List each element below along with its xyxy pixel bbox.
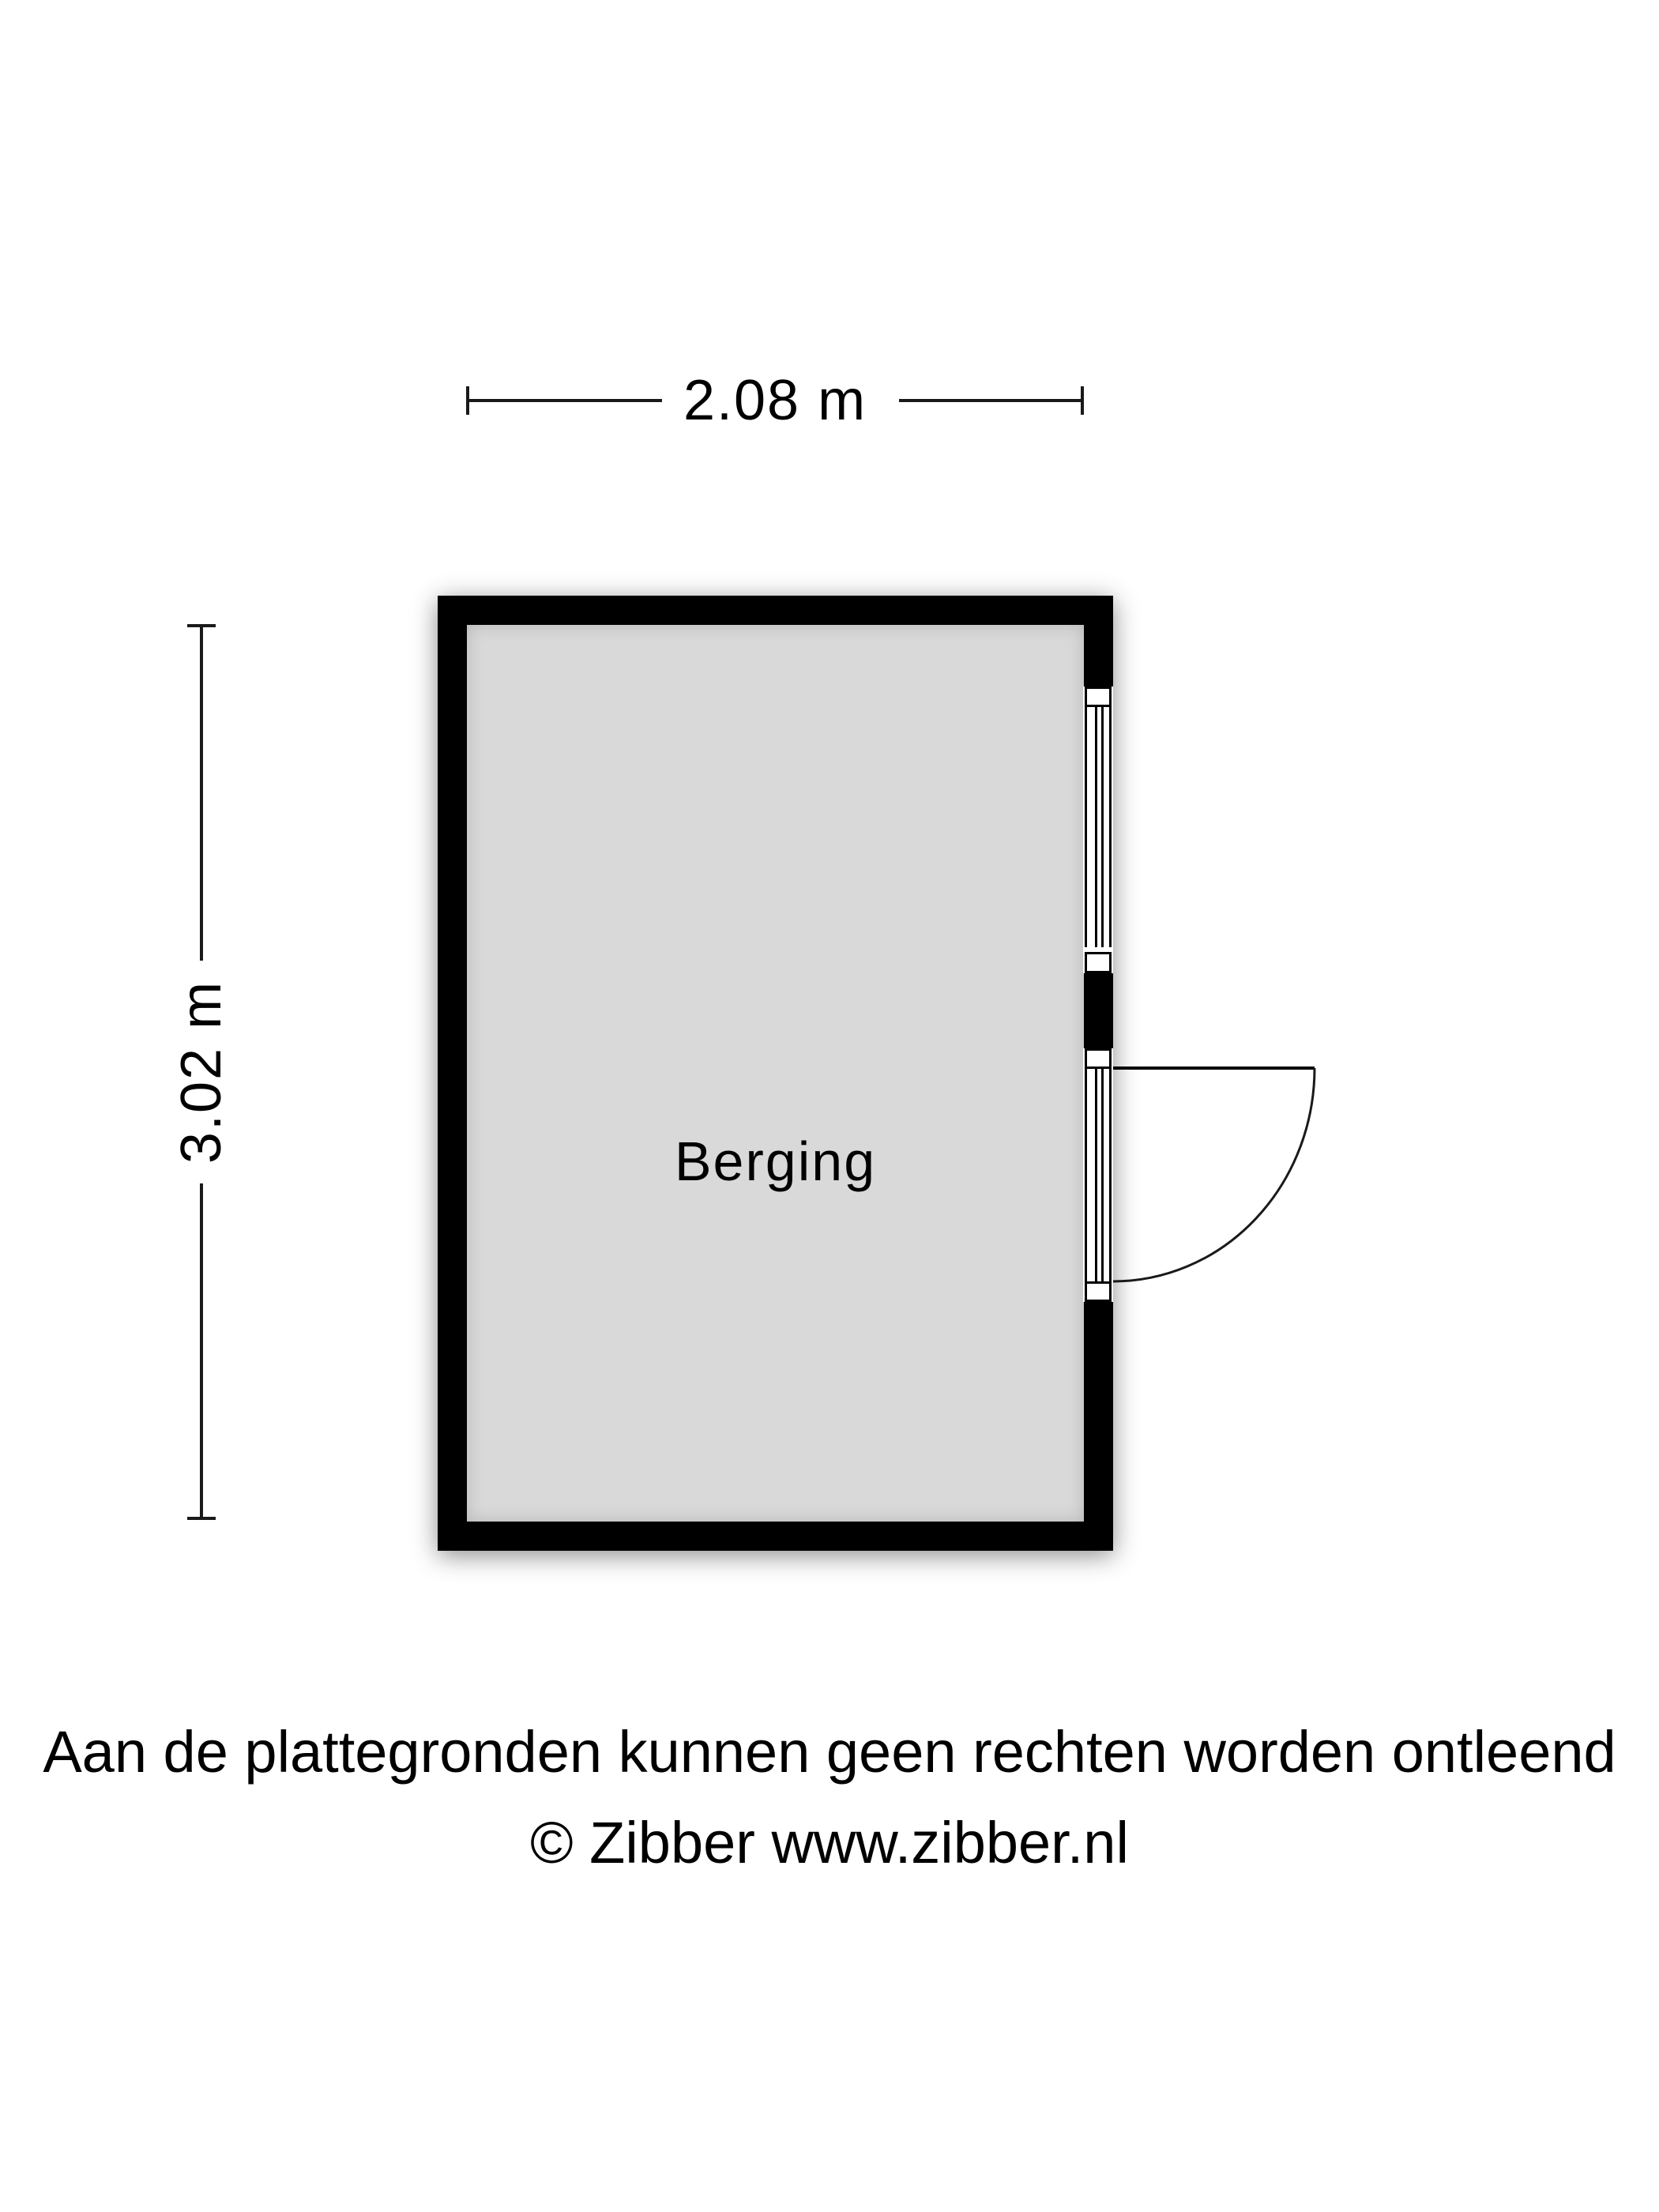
door-frame-top-icon bbox=[1085, 1048, 1112, 1069]
width-dimension-line-left bbox=[468, 399, 662, 402]
disclaimer-text: Aan de plattegronden kunnen geen rechten worden ontleend bbox=[43, 1719, 1616, 1785]
door-swing-arc-icon bbox=[1113, 1066, 1320, 1285]
door-icon bbox=[1083, 1048, 1113, 1302]
copyright-text: © Zibber www.zibber.nl bbox=[530, 1810, 1129, 1875]
height-dimension-label: 3.02 m bbox=[170, 980, 233, 1164]
window-pane-line bbox=[1101, 707, 1104, 947]
height-dimension-line-bottom bbox=[200, 1183, 203, 1518]
window-icon bbox=[1083, 687, 1113, 973]
width-dimension-line-right bbox=[899, 399, 1082, 402]
width-dimension-label: 2.08 m bbox=[683, 369, 867, 432]
door-pane-line bbox=[1101, 1069, 1104, 1281]
window-sill-bottom-icon bbox=[1085, 952, 1112, 973]
room-walls bbox=[438, 596, 1113, 1551]
footer-disclaimer bbox=[0, 1706, 1659, 1888]
window-pane-line bbox=[1095, 707, 1097, 947]
height-dimension-tick-bottom bbox=[187, 1517, 216, 1520]
room-floor bbox=[467, 625, 1084, 1522]
width-dimension-tick-right bbox=[1081, 386, 1084, 415]
door-frame-bottom-icon bbox=[1085, 1281, 1112, 1302]
door-pane-line bbox=[1095, 1069, 1097, 1281]
height-dimension-line-top bbox=[200, 626, 203, 961]
room-label: Berging bbox=[674, 1130, 877, 1192]
door-glazing-icon bbox=[1085, 1069, 1112, 1281]
window-glazing-icon bbox=[1085, 707, 1112, 947]
window-sill-top-icon bbox=[1085, 687, 1112, 707]
